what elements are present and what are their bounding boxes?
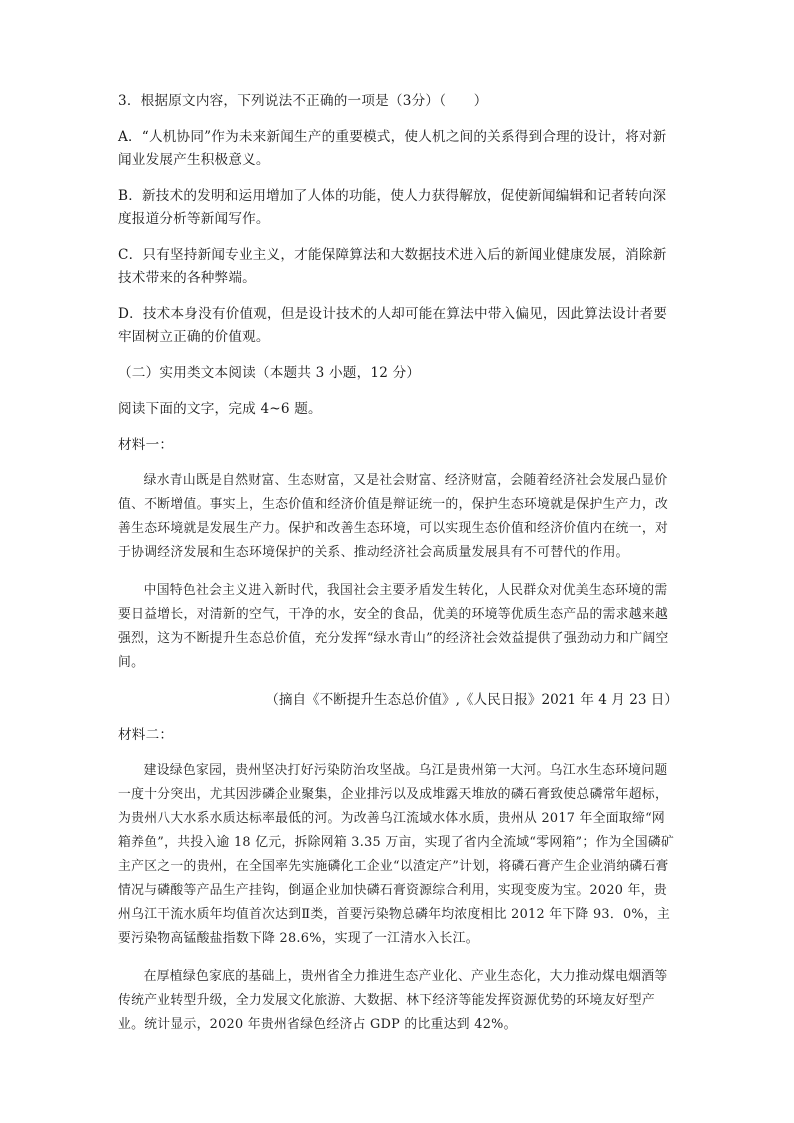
material-1-label: 材料一： [118,437,174,453]
material-2-paragraph: 建设绿色家园，贵州坚决打好污染防治攻坚战。乌江是贵州第一大河。乌江水生态环境问题一度十分突出，尤其因涉磷企业聚集，企业排污以及成堆露天堆放的磷石膏致使总磷常年超标，为贵州八大水系水质达标率最低的河。为改善乌江流域水体水质，贵州从 2017 年全面取缔“网箱养鱼”，共投入逾 18 亿元，拆除网箱 3.35 万亩，实现了省内全流域“零网箱”；作为全国磷矿主产区之一的贵州，在全国率先实施磷化工企业“以渣定产”计划，将磷石膏产生企业消纳磷石膏情况与磷酸等产品生产挂钩，倒逼企业加快磷石膏资源综合利用，实现变废为宝。2020 年，贵州乌江干流水质年均值首次达到Ⅱ类，首要污染物总磷年均浓度相比 2012 年下降 93．0%，主要污染物高锰酸盐指数下降 28.6%，实现了一江清水入长江。 [118,763,675,946]
question-3-stem: 3．根据原文内容，下列说法不正确的一项是（3分）（ ） [118,93,488,109]
material-2-paragraph: 在厚植绿色家底的基础上，贵州省全力推进生态产业化、产业生态化，大力推动煤电烟酒等传统产业转型升级，全力发展文化旅游、大数据、林下经济等能发挥资源优势的环境友好型产业。统计显示，2020 年贵州省绿色经济占 GDP 的比重达到 42%。 [118,969,668,1032]
option-c: C．只有坚持新闻专业主义，才能保障算法和大数据技术进入后的新闻业健康发展，消除新技术带来的各种弊端。 [118,247,667,286]
option-a: A．“人机协同”作为未来新闻生产的重要模式，使人机之间的关系得到合理的设计，将对新闻业发展产生积极意义。 [118,129,667,168]
section-2-instruction: 阅读下面的文字，完成 4~6 题。 [118,401,322,417]
option-b: B．新技术的发明和运用增加了人体的功能，使人力获得解放，促使新闻编辑和记者转向深度报道分析等新闻写作。 [118,188,667,227]
material-1-source: （摘自《不断提升生态总价值》,《人民日报》2021 年 4 月 23 日） [265,692,678,708]
document-page [118,90,678,1051]
material-2-label: 材料二： [118,727,174,743]
material-1-paragraph: 中国特色社会主义进入新时代，我国社会主要矛盾发生转化，人民群众对优美生态环境的需要日益增长，对清新的空气，干净的水，安全的食品，优美的环境等优质生态产品的需求越来越强烈，这为不断提升生态总价值，充分发挥“绿水青山”的经济社会效益提供了强劲动力和广阔空间。 [118,583,669,670]
option-d: D．技术本身没有价值观，但是设计技术的人却可能在算法中带入偏见，因此算法设计者要牢固树立正确的价值观。 [118,306,668,345]
material-1-paragraph: 绿水青山既是自然财富、生态财富，又是社会财富、经济财富，会随着经济社会发展凸显价值、不断增值。事实上，生态价值和经济价值是辩证统一的，保护生态环境就是保护生产力，改善生态环境就是发展生产力。保护和改善生态环境，可以实现生态价值和经济价值内在统一，对于协调经济发展和生态环境保护的关系、推动经济社会高质量发展具有不可替代的作用。 [118,473,669,560]
section-2-title: （二）实用类文本阅读（本题共 3 小题，12 分） [118,365,421,381]
